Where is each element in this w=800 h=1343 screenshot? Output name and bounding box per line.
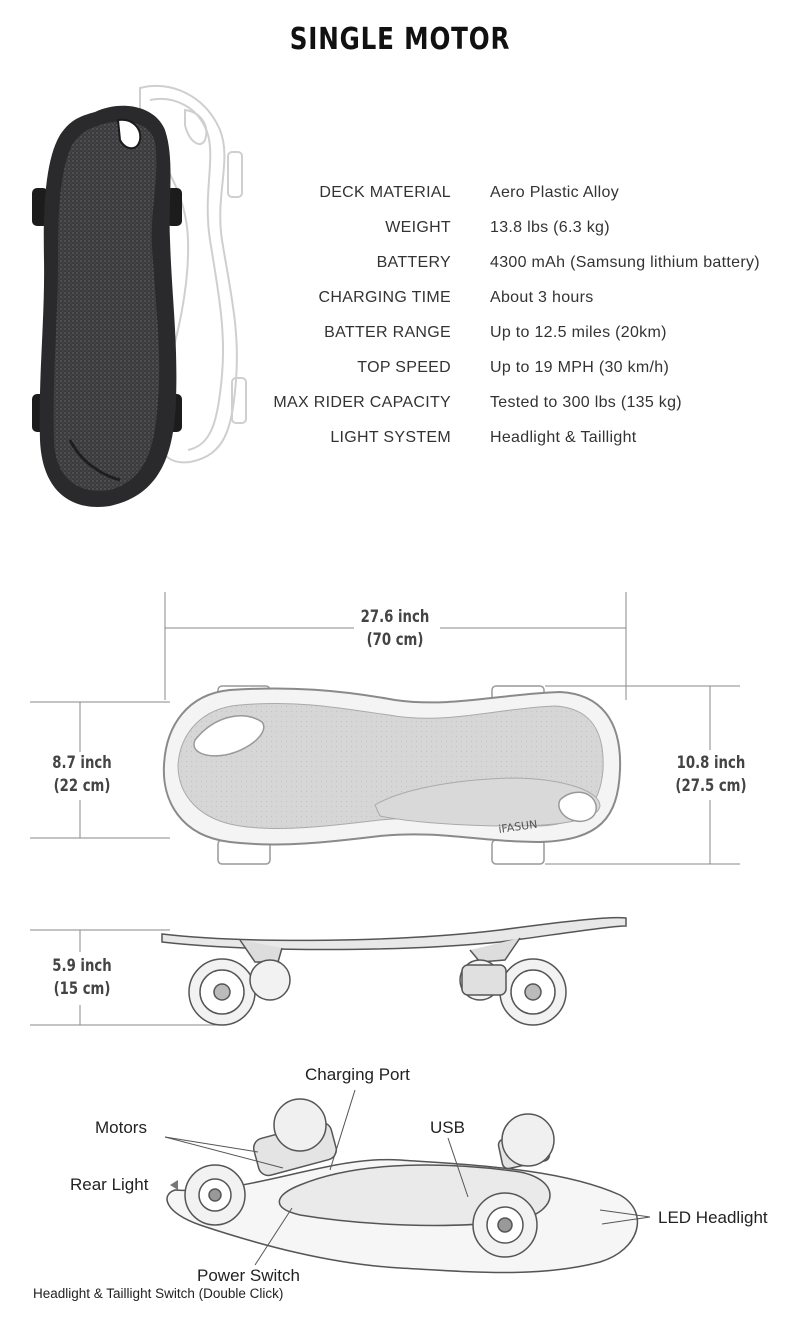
spec-label: BATTER RANGE (324, 324, 451, 341)
callout-usb: USB (430, 1118, 465, 1137)
length-dimension (348, 606, 442, 652)
board-bottom-view (167, 1099, 637, 1273)
callout-led-headlight: LED Headlight (658, 1208, 768, 1227)
spec-value: Up to 19 MPH (30 km/h) (490, 359, 670, 376)
callout-motors: Motors (95, 1118, 147, 1137)
spec-value: 13.8 lbs (6.3 kg) (490, 219, 610, 236)
callout-charging-port: Charging Port (305, 1065, 410, 1084)
spec-label: DECK MATERIAL (319, 184, 451, 201)
spec-label: CHARGING TIME (318, 289, 451, 306)
spec-label: MAX RIDER CAPACITY (273, 394, 451, 411)
callout-rear-light: Rear Light (70, 1175, 149, 1194)
spec-value: Aero Plastic Alloy (490, 184, 620, 201)
board-side-view (162, 918, 626, 1025)
total-width-dimension (664, 752, 758, 798)
spec-label: LIGHT SYSTEM (330, 429, 451, 446)
spec-value: Up to 12.5 miles (20km) (490, 324, 667, 341)
board-top-view (32, 106, 182, 507)
page-title: SINGLE MOTOR (289, 22, 511, 57)
spec-value: Headlight & Taillight (490, 429, 637, 446)
spec-value: About 3 hours (490, 289, 594, 306)
callout-power-switch: Power Switch (197, 1266, 300, 1285)
spec-value: 4300 mAh (Samsung lithium battery) (490, 254, 760, 271)
length-metric: (70 cm) (366, 630, 424, 650)
spec-label: BATTERY (376, 254, 451, 271)
spec-value: Tested to 300 lbs (135 kg) (490, 394, 682, 411)
rear-light-arrow-icon (170, 1180, 178, 1190)
length-imperial: 27.6 inch (360, 607, 430, 627)
total-width-imperial: 10.8 inch (676, 753, 746, 773)
deck-width-dimension (35, 752, 129, 798)
height-imperial: 5.9 inch (52, 956, 112, 976)
height-metric: (15 cm) (53, 979, 111, 999)
spec-label: TOP SPEED (357, 359, 451, 376)
spec-label: WEIGHT (385, 219, 451, 236)
height-dimension (35, 955, 129, 1001)
deck-width-metric: (22 cm) (53, 776, 111, 796)
brand-logo: iFASUN (497, 817, 539, 836)
total-width-metric: (27.5 cm) (675, 776, 747, 796)
deck-width-imperial: 8.7 inch (52, 753, 112, 773)
board-dimension-view (164, 686, 620, 864)
callout-power-switch-note: Headlight & Taillight Switch (Double Click) (33, 1286, 284, 1301)
